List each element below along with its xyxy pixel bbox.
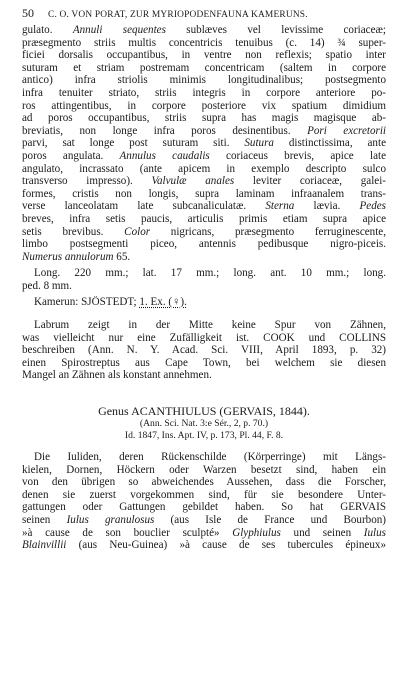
description-line: breviatis, non longe infra poros desinentibus. Pori excretorii — [22, 124, 386, 137]
running-title: C. O. VON PORAT, ZUR MYRIOPODENFAUNA KAMERUNS. — [48, 10, 308, 20]
description-line: suturam et striam postremam concentricam (saltem in corpore — [22, 61, 386, 74]
genus-reference: (Ann. Sci. Nat. 3:e Sér., 2, p. 70.) — [139, 418, 269, 430]
paragraph-line: Blainvillii (aus Neu-Guinea) »à cause de ses tubercules épineux» — [22, 539, 386, 552]
description-line: transverso impresso). Valvulæ anales leviter coriaceæ, galei- — [22, 175, 386, 188]
description-line: breves, infra setis paucis, articulis primis etiam supra apice — [22, 212, 386, 225]
paragraph-line: gattungen oder Gattungen gebildet haben. So hat GERVAIS — [22, 501, 386, 514]
locality-line — [22, 296, 386, 309]
paragraph-line: Mangel an Zähnen als konstant annehmen. — [22, 369, 212, 382]
collector-name: SJÖSTEDT; — [81, 296, 137, 309]
description-line: ros attingentibus, in corpore posteriore vix spatium dimidium — [22, 99, 386, 112]
description-line: gulato. Annuli sequentes sublæves vel levissime coriaceæ; — [22, 24, 386, 36]
genus-name: ACANTHIULUS — [131, 404, 217, 419]
genus-heading — [22, 404, 386, 441]
genus-author: (GERVAIS, 1844). — [219, 404, 310, 419]
description-line: antico) infra striolis minimis longitudinalibus; postsegmento — [22, 74, 386, 87]
description-line: præsegmento striis multis concentricis tenuibus (c. 14) ¾ super- — [22, 36, 386, 49]
species-description — [22, 24, 386, 263]
paragraph-line: kielen, Dornen, Höckern oder Warzen besetzt sind, haben ein — [22, 463, 386, 476]
measurements-line: ped. 8 mm. — [22, 279, 72, 292]
paragraph-line: »à cause de son bouclier sculpté» Glyphiulus und seinen Iulus — [22, 526, 386, 539]
running-head — [22, 6, 386, 24]
paragraph-line: Labrum zeigt in der Mitte keine Spur von Zähnen, — [34, 319, 386, 332]
description-line: poros angulata. Annulus caudalis coriaceus brevis, apice late — [22, 149, 386, 162]
paragraph-line: denen sie zuerst vorgekommen sind, für sie besondere Unter- — [22, 488, 386, 501]
description-line: ad poros occupantibus, striis supra has magis magisque ab- — [22, 112, 386, 125]
description-line: infra tenuiter striato, striis integris in corpore anteriore po- — [22, 86, 386, 99]
description-line: angulato, incrassato (ante apicem in exemplo descripto sulco — [22, 162, 386, 175]
labrum-paragraph — [22, 319, 386, 382]
description-line: limbo postsegmenti piceo, antennis pedibusque nigro-piceis. — [22, 238, 386, 251]
description-line: ficiei dorsalis occupantibus, in ventre non reflexis; spatio inter — [22, 49, 386, 62]
locality-place: Kamerun: — [34, 296, 79, 309]
description-line: verse lanceolatam late subcanaliculatæ. Sterna lævia. Pedes — [22, 200, 386, 213]
measurements — [22, 267, 386, 292]
measurements-line: Long. 220 mm.; lat. 17 mm.; long. ant. 10 mm.; long. — [34, 267, 386, 280]
description-line: formes, cristis non longis, supra laminam infraanalem trans- — [22, 187, 386, 200]
description-line: setis brevibus. Color nigricans, præsegmento ferruginescente, — [22, 225, 386, 238]
paragraph-line: von den übrigen so abweichendes Aussehen, dass die Forscher, — [22, 476, 386, 489]
paragraph-line: Die Iuliden, deren Rückenschilde (Körperringe) mit Längs- — [34, 451, 386, 464]
paragraph-line: beschreiben (Ann. N. Y. Acad. Sci. VIII, April 1893, p. 32) — [22, 344, 386, 357]
paragraph-line: seinen Iulus granulosus (aus Isle de France und Bourbon) — [22, 514, 386, 526]
paragraph-line: was vielleicht nur eine Zufälligkeit ist. COOK und COLLINS — [22, 331, 386, 344]
description-line: parvi, sat longe post suturam siti. Sutura distinctissima, ante — [22, 137, 386, 150]
iuliden-paragraph — [22, 451, 386, 552]
specimen-count: 1. Ex. (♀). — [139, 296, 187, 309]
description-line: Numerus annulorum 65. — [22, 250, 131, 263]
genus-reference: Id. 1847, Ins. Apt. IV, p. 173, Pl. 44, F. 8. — [124, 429, 284, 441]
genus-title — [22, 404, 386, 418]
genus-prefix: Genus — [98, 404, 129, 419]
page-number: 50 — [22, 6, 34, 20]
paragraph-line: einen Spirostreptus aus Cape Town, bei welchem sie diesen — [22, 356, 386, 369]
